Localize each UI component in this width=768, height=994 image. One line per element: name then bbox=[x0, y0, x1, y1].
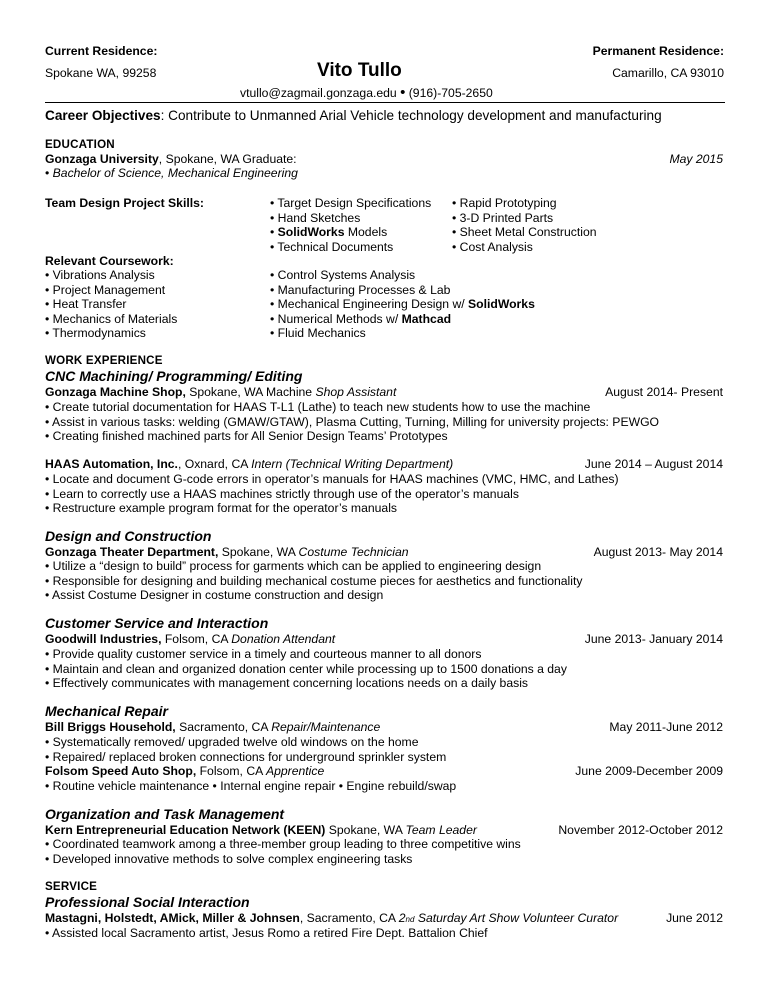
category-organization: Organization and Task Management bbox=[45, 806, 285, 822]
job-bullet: • Utilize a “design to build” process for garments which can be applied to engineering design bbox=[45, 559, 542, 573]
email-link[interactable]: vtullo@zagmail.gonzaga.edu bbox=[240, 86, 397, 100]
job-bullet: • Locate and document G-code errors in operator’s manuals for HAAS machines (VMC, HMC, and Lathes) bbox=[45, 472, 619, 486]
skill-item: • Hand Sketches bbox=[270, 210, 361, 225]
job-bullet: • Maintain and clean and organized donation center while processing up to 1500 donations a day bbox=[45, 661, 567, 676]
course-item: • Manufacturing Processes & Lab bbox=[270, 282, 451, 297]
job-role: Intern (Technical Writing Department) bbox=[251, 457, 454, 471]
job-bullets bbox=[45, 837, 521, 866]
job-haas-automation bbox=[45, 457, 723, 472]
service-location: , Sacramento, CA bbox=[299, 911, 399, 925]
job-org: Folsom Speed Auto Shop, bbox=[45, 764, 197, 778]
current-residence-value: Spokane WA, 99258 bbox=[45, 66, 157, 80]
permanent-residence-label: Permanent Residence: bbox=[592, 44, 724, 58]
job-role: Shop Assistant bbox=[315, 385, 397, 399]
job-role: Costume Technician bbox=[298, 545, 409, 559]
service-bullet: • Assisted local Sacramento artist, Jesus Romo a retired Fire Dept. Battalion Chief bbox=[45, 926, 488, 940]
job-bullets bbox=[45, 400, 659, 444]
course-item: • Project Management bbox=[45, 282, 166, 297]
skill-item: • Sheet Metal Construction bbox=[452, 225, 597, 239]
job-bullets bbox=[45, 779, 456, 794]
course-item: • Numerical Methods w/ Mathcad bbox=[270, 311, 452, 326]
job-gonzaga-theater bbox=[45, 545, 723, 560]
service-role bbox=[399, 911, 618, 925]
job-keen bbox=[45, 823, 723, 838]
job-org: Gonzaga Machine Shop, bbox=[45, 385, 186, 399]
job-org: Gonzaga Theater Department, bbox=[45, 545, 219, 559]
contact-separator: • bbox=[400, 84, 406, 101]
job-location: Spokane, WA bbox=[218, 545, 299, 559]
school-location: , Spokane, WA Graduate: bbox=[158, 152, 297, 166]
job-date: May 2011-June 2012 bbox=[609, 720, 723, 734]
header-divider bbox=[45, 102, 725, 103]
job-date: June 2009-December 2009 bbox=[575, 764, 723, 778]
service-bullets bbox=[45, 926, 488, 941]
work-experience-heading: WORK EXPERIENCE bbox=[45, 354, 163, 367]
job-bullet: • Create tutorial documentation for HAAS T-L1 (Lathe) to teach new students how to use the machine bbox=[45, 400, 591, 414]
ordinal-suffix: nd bbox=[405, 915, 415, 924]
course-item: • Thermodynamics bbox=[45, 326, 146, 340]
job-location: Spokane, WA bbox=[325, 823, 406, 837]
job-date: August 2013- May 2014 bbox=[593, 545, 723, 559]
job-location: Folsom, CA bbox=[196, 764, 266, 778]
job-bullets bbox=[45, 735, 446, 764]
phone-number: (916)-705-2650 bbox=[408, 86, 493, 100]
job-org: HAAS Automation, Inc. bbox=[45, 457, 178, 471]
job-bullet: • Developed innovative methods to solve complex engineering tasks bbox=[45, 851, 413, 866]
job-date: August 2014- Present bbox=[605, 385, 723, 399]
job-gonzaga-machine-shop bbox=[45, 385, 723, 400]
resume-name: Vito Tullo bbox=[317, 60, 402, 81]
career-objectives bbox=[45, 108, 723, 124]
skills-list-2 bbox=[452, 196, 597, 254]
job-org: Goodwill Industries, bbox=[45, 632, 162, 646]
category-mechanical-repair: Mechanical Repair bbox=[45, 703, 168, 719]
job-date: June 2014 – August 2014 bbox=[584, 457, 723, 471]
job-bullet: • Provide quality customer service in a timely and courteous manner to all donors bbox=[45, 647, 482, 661]
job-bullet: • Routine vehicle maintenance • Internal engine repair • Engine rebuild/swap bbox=[45, 779, 457, 793]
job-role: Donation Attendant bbox=[231, 632, 336, 646]
skill-item: • 3-D Printed Parts bbox=[452, 210, 554, 225]
service-org: Mastagni, Holstedt, AMick, Miller & Johnsen bbox=[45, 911, 300, 925]
contact-line bbox=[240, 86, 493, 101]
degree: Bachelor of Science, Mechanical Engineering bbox=[52, 166, 298, 180]
job-date: November 2012-October 2012 bbox=[558, 823, 723, 837]
skill-item: • SolidWorks Models bbox=[270, 225, 388, 239]
job-location: Sacramento, CA bbox=[175, 720, 272, 734]
current-residence-label: Current Residence: bbox=[45, 44, 158, 58]
coursework-list-1 bbox=[45, 268, 177, 341]
education-school-line bbox=[45, 152, 723, 167]
permanent-residence-value: Camarillo, CA 93010 bbox=[612, 66, 724, 80]
service-heading: SERVICE bbox=[45, 880, 98, 893]
service-role-text: Saturday Art Show Volunteer Curator bbox=[414, 911, 619, 925]
ordinal-number: 2 bbox=[398, 911, 406, 925]
skill-item: • Rapid Prototyping bbox=[452, 196, 557, 210]
job-org: Bill Briggs Household, bbox=[45, 720, 176, 734]
course-item: • Mechanical Engineering Design w/ SolidWorks bbox=[270, 297, 535, 311]
job-bullets bbox=[45, 647, 567, 691]
career-objectives-text: : Contribute to Unmanned Arial Vehicle technology development and manufacturing bbox=[160, 108, 662, 123]
service-date: June 2012 bbox=[666, 911, 723, 925]
coursework-label: Relevant Coursework: bbox=[45, 254, 174, 268]
skill-item: • Cost Analysis bbox=[452, 239, 533, 254]
skills-label: Team Design Project Skills: bbox=[45, 196, 204, 210]
job-bullets bbox=[45, 472, 619, 516]
job-folsom-speed bbox=[45, 764, 723, 779]
job-bullet: • Creating finished machined parts for All Senior Design Teams’ Prototypes bbox=[45, 429, 448, 443]
category-social-interaction: Professional Social Interaction bbox=[45, 894, 250, 910]
job-date: June 2013- January 2014 bbox=[584, 632, 723, 646]
job-bullet: • Effectively communicates with management concerning locations needs on a daily basis bbox=[45, 676, 528, 690]
coursework-list-2 bbox=[270, 268, 535, 341]
course-item: • Fluid Mechanics bbox=[270, 326, 366, 340]
job-goodwill bbox=[45, 632, 723, 647]
job-location: , Oxnard, CA bbox=[177, 457, 252, 471]
category-customer-service: Customer Service and Interaction bbox=[45, 615, 269, 631]
job-role: Repair/Maintenance bbox=[271, 720, 381, 734]
category-design: Design and Construction bbox=[45, 528, 212, 544]
job-location: Spokane, WA Machine bbox=[185, 385, 316, 399]
graduation-date: May 2015 bbox=[669, 152, 723, 166]
job-bullet: • Repaired/ replaced broken connections for underground sprinkler system bbox=[45, 749, 447, 764]
skill-item: • Technical Documents bbox=[270, 239, 394, 254]
job-role: Team Leader bbox=[405, 823, 477, 837]
career-objectives-label: Career Objectives bbox=[45, 108, 161, 123]
degree-line bbox=[45, 166, 723, 181]
course-item: • Mechanics of Materials bbox=[45, 311, 178, 326]
skills-list-1 bbox=[270, 196, 431, 254]
job-bullet: • Assist in various tasks: welding (GMAW/GTAW), Plasma Cutting, Turning, Milling for university projects: PEWGO bbox=[45, 414, 660, 429]
job-bullets bbox=[45, 559, 582, 603]
job-location: Folsom, CA bbox=[161, 632, 232, 646]
job-bullet: • Assist Costume Designer in costume construction and design bbox=[45, 588, 384, 602]
job-bill-briggs bbox=[45, 720, 723, 735]
course-item: • Vibrations Analysis bbox=[45, 268, 155, 282]
course-item: • Control Systems Analysis bbox=[270, 268, 416, 282]
degree-bullet: • bbox=[45, 166, 53, 180]
education-heading: EDUCATION bbox=[45, 138, 115, 151]
job-bullet: • Learn to correctly use a HAAS machines strictly through use of the operator’s manuals bbox=[45, 486, 519, 501]
job-role: Apprentice bbox=[265, 764, 325, 778]
category-cnc: CNC Machining/ Programming/ Editing bbox=[45, 368, 303, 384]
job-bullet: • Coordinated teamwork among a three-member group leading to three competitive wins bbox=[45, 837, 521, 851]
school-name: Gonzaga University bbox=[45, 152, 159, 166]
job-bullet: • Systematically removed/ upgraded twelve old windows on the home bbox=[45, 735, 419, 749]
job-org: Kern Entrepreneurial Education Network (KEEN) bbox=[45, 823, 326, 837]
skill-item: • Target Design Specifications bbox=[270, 196, 432, 210]
job-bullet: • Responsible for designing and building mechanical costume pieces for aesthetics and functionality bbox=[45, 573, 583, 588]
job-bullet: • Restructure example program format for the operator’s manuals bbox=[45, 501, 397, 515]
course-item: • Heat Transfer bbox=[45, 297, 127, 311]
